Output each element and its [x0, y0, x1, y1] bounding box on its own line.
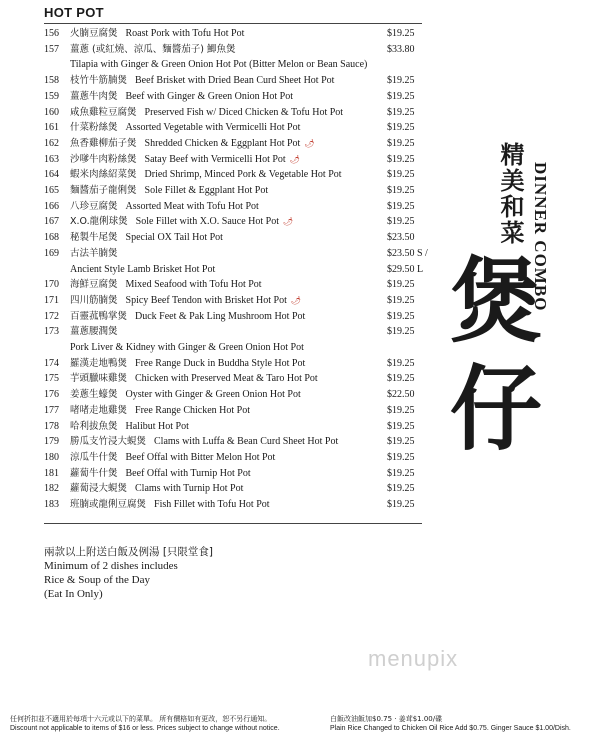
item-price: $19.25 [387, 75, 415, 87]
item-description [70, 42, 388, 73]
item-chinese-name: X.O.龍俐球煲 [70, 216, 128, 228]
chili-pepper-icon: 🌶 [289, 154, 300, 164]
item-price: $19.25 [387, 28, 415, 39]
footer-left-english: Discount not applicable to items of $16 or less. Prices subject to change without notice. [10, 725, 280, 732]
item-description [70, 26, 388, 42]
footer-right-chinese: 白飯改油飯加$0.75 · 姜茸$1.00/碟 [330, 715, 443, 723]
item-description [70, 214, 388, 230]
item-number: 157 [44, 43, 59, 55]
item-price: $19.25 [387, 185, 415, 197]
item-english-name: Free Range Chicken Hot Pot [135, 404, 250, 416]
menu-item-row [44, 105, 444, 121]
menu-items-list [44, 26, 444, 513]
item-chinese-name: 蝦米肉絲紹菜煲 [70, 169, 137, 181]
item-number: 168 [44, 232, 59, 244]
item-chinese-name: 魚香雞柳茄子煲 [70, 137, 137, 149]
item-chinese-name: 蘿蔔牛什煲 [70, 467, 118, 479]
item-description [70, 73, 388, 89]
item-description [70, 183, 388, 199]
item-number: 159 [44, 90, 59, 102]
item-english-name: Satay Beef with Vermicelli Hot Pot [144, 153, 286, 165]
item-english-name: Chicken with Preserved Meat & Taro Hot Pot [135, 373, 318, 385]
item-chinese-name: 薑蔥 (或紅燒、涼瓜、麵醬茄子) 鯽魚煲 [70, 43, 236, 55]
item-price: $19.25 [387, 90, 415, 102]
item-description [70, 481, 388, 497]
item-price: $19.25 [387, 122, 415, 134]
item-price: $22.50 [387, 389, 415, 401]
item-chinese-name: 秘製牛尾煲 [70, 232, 118, 244]
menu-item-row [44, 183, 444, 199]
item-price: $19.25 [387, 357, 415, 369]
item-number: 169 [44, 247, 59, 259]
item-english-name: Duck Feet & Pak Ling Mushroom Hot Pot [135, 310, 306, 322]
claypot-characters [436, 248, 556, 464]
item-description [70, 356, 388, 372]
item-chinese-name: 班腩或龍俐豆腐煲 [70, 499, 147, 511]
dinner-combo-heading: DINNER COMBO [531, 162, 550, 312]
item-english-name: Beef Offal with Turnip Hot Pot [125, 467, 251, 479]
item-description [70, 199, 388, 215]
item-chinese-name: 姜蔥生蠔煲 [70, 389, 118, 401]
item-english-name: Clams with Turnip Hot Pot [135, 483, 244, 495]
item-description [70, 497, 388, 513]
item-number: 176 [44, 389, 59, 401]
item-description [70, 434, 388, 450]
item-number: 175 [44, 373, 59, 385]
item-price: $19.25 [387, 436, 415, 448]
item-price: $19.25 [387, 279, 415, 291]
item-description [70, 167, 388, 183]
item-english-name: Spicy Beef Tendon with Brisket Hot Pot [125, 294, 287, 306]
chili-pepper-icon: 🌶 [290, 295, 301, 305]
item-price: $19.25 [387, 420, 415, 432]
item-chinese-name: 芋頭臘味雞煲 [70, 373, 128, 385]
dinner-combo-chinese: 精美和菜 [496, 142, 524, 246]
menu-item-row [44, 120, 444, 136]
menu-item-row [44, 419, 444, 435]
item-price: $19.25 [387, 106, 415, 118]
item-english-name: Roast Pork with Tofu Hot Pot [125, 28, 245, 39]
menu-item-row [44, 356, 444, 372]
footer-right-english: Plain Rice Changed to Chicken Oil Rice Add $0.75. Ginger Sauce $1.00/Dish. [330, 725, 571, 732]
item-chinese-name: 蘿蔔浸大蜆煲 [70, 483, 128, 495]
item-number: 177 [44, 404, 59, 416]
item-description [70, 293, 388, 309]
claypot-char-1: 煲 [449, 248, 542, 355]
item-english-name: Free Range Duck in Buddha Style Hot Pot [135, 357, 306, 369]
item-price: $19.25 [387, 200, 415, 212]
item-price: $23.50 S / [387, 247, 428, 259]
item-price: $19.25 [387, 294, 415, 306]
menu-item-row [44, 42, 444, 73]
menu-item-row [44, 73, 444, 89]
menu-item-row [44, 89, 444, 105]
item-number: 179 [44, 436, 59, 448]
footer-discount-notice [10, 714, 280, 734]
top-divider [44, 23, 422, 24]
item-number: 183 [44, 499, 59, 511]
item-chinese-name: 沙嗲牛肉粉絲煲 [70, 153, 137, 165]
item-chinese-name: 勝瓜支竹浸大蜆煲 [70, 436, 147, 448]
item-english-name: Sole Fillet & Eggplant Hot Pot [144, 185, 269, 197]
item-number: 162 [44, 137, 59, 149]
note-line-2: Rice & Soup of the Day [44, 574, 151, 586]
item-chinese-name: 咸魚雞粒豆腐煲 [70, 106, 137, 118]
section-title: HOT POT [44, 5, 104, 20]
item-number: 171 [44, 294, 59, 306]
bottom-divider [44, 523, 422, 524]
item-chinese-name: 什菜粉絲煲 [70, 122, 118, 134]
item-english-name: Shredded Chicken & Eggplant Hot Pot [144, 137, 301, 149]
item-description [70, 152, 388, 168]
item-price: $23.50 [387, 232, 415, 244]
item-description [70, 277, 388, 293]
item-english-name: Tilapia with Ginger & Green Onion Hot Pot (Bitter Melon or Bean Sauce) [70, 59, 368, 71]
chili-pepper-icon: 🌶 [304, 138, 315, 148]
item-number: 165 [44, 185, 59, 197]
item-chinese-name: 百靈菰鴨掌煲 [70, 310, 128, 322]
item-chinese-name: 八珍豆腐煲 [70, 200, 118, 212]
item-price: $19.25 [387, 451, 415, 463]
item-chinese-name: 薑蔥腰潤煲 [70, 326, 118, 338]
menu-item-row [44, 199, 444, 215]
item-price: $19.25 [387, 373, 415, 385]
item-price: $19.25 [387, 216, 415, 228]
item-number: 167 [44, 216, 59, 228]
item-chinese-name: 羅漢走地鴨煲 [70, 357, 128, 369]
menu-item-row [44, 230, 444, 246]
item-chinese-name: 古法羊腩煲 [70, 247, 118, 259]
item-chinese-name: 哈利拔魚煲 [70, 420, 118, 432]
item-description [70, 371, 388, 387]
menu-item-row [44, 309, 444, 325]
item-number: 160 [44, 106, 59, 118]
item-number: 156 [44, 28, 59, 39]
chili-pepper-icon: 🌶 [282, 217, 294, 227]
item-description [70, 246, 388, 277]
item-chinese-name: 涼瓜牛什煲 [70, 451, 118, 463]
item-number: 161 [44, 122, 59, 134]
footer-left-chinese: 任何折扣並不適用於每項十六元或以下的菜單。 所有價格如有更改，恕不另行通知。 [10, 715, 272, 723]
item-english-name: Fish Fillet with Tofu Hot Pot [154, 499, 270, 511]
item-number: 181 [44, 467, 59, 479]
item-english-name: Oyster with Ginger & Green Onion Hot Pot [125, 389, 301, 401]
item-number: 172 [44, 310, 59, 322]
menu-item-row [44, 466, 444, 482]
item-price: $19.25 [387, 137, 415, 149]
combo-note [44, 545, 221, 601]
item-english-name: Halibut Hot Pot [125, 420, 189, 432]
item-chinese-name: 火腩豆腐煲 [70, 28, 118, 39]
item-english-name: Preserved Fish w/ Diced Chicken & Tofu Hot Pot [144, 106, 344, 118]
item-english-name: Sole Fillet with X.O. Sauce Hot Pot [135, 216, 279, 228]
item-description [70, 89, 388, 105]
item-description [70, 230, 388, 246]
item-english-name: Assorted Vegetable with Vermicelli Hot Pot [125, 122, 301, 134]
item-chinese-name: 麵醬茄子龍俐煲 [70, 185, 137, 197]
item-description [70, 387, 388, 403]
item-price: $33.80 [387, 43, 415, 55]
item-price: $19.25 [387, 404, 415, 416]
item-description [70, 403, 388, 419]
item-description [70, 466, 388, 482]
item-number: 174 [44, 357, 59, 369]
menu-item-row [44, 497, 444, 513]
item-description [70, 136, 388, 152]
claypot-char-2: 仔 [449, 356, 542, 463]
menu-item-row [44, 214, 444, 230]
item-description [70, 309, 388, 325]
note-line-1: Minimum of 2 dishes includes [44, 560, 178, 572]
item-chinese-name: 四川筋腩煲 [70, 294, 118, 306]
note-line-3: (Eat In Only) [44, 588, 103, 600]
menu-item-row [44, 26, 444, 42]
menupix-watermark: menupix [368, 646, 459, 671]
menu-item-row [44, 450, 444, 466]
item-description [70, 450, 388, 466]
item-english-name: Clams with Luffa & Bean Curd Sheet Hot Pot [154, 436, 339, 448]
item-description [70, 120, 388, 136]
item-english-name: Special OX Tail Hot Pot [125, 232, 223, 244]
menu-item-row [44, 246, 444, 277]
item-english-name: Mixed Seafood with Tofu Hot Pot [125, 279, 262, 291]
item-english-name: Dried Shrimp, Minced Pork & Vegetable Hot Pot [144, 169, 342, 181]
item-english-name: Beef with Ginger & Green Onion Hot Pot [125, 90, 293, 102]
menu-item-row [44, 167, 444, 183]
menu-item-row [44, 152, 444, 168]
item-number: 182 [44, 483, 59, 495]
item-english-name: Pork Liver & Kidney with Ginger & Green Onion Hot Pot [70, 342, 304, 354]
item-description [70, 419, 388, 435]
item-price: $19.25 [387, 153, 415, 165]
item-price: $19.25 [387, 499, 415, 511]
item-description [70, 324, 388, 355]
item-english-name: Beef Brisket with Dried Bean Curd Sheet Hot Pot [135, 75, 335, 87]
item-price: $19.25 [387, 326, 415, 338]
item-number: 164 [44, 169, 59, 181]
item-english-name: Ancient Style Lamb Brisket Hot Pot [70, 263, 216, 275]
item-number: 163 [44, 153, 59, 165]
menu-item-row [44, 293, 444, 309]
item-chinese-name: 海鮮豆腐煲 [70, 279, 118, 291]
item-number: 178 [44, 420, 59, 432]
menu-item-row [44, 371, 444, 387]
menu-item-row [44, 403, 444, 419]
item-description [70, 105, 388, 121]
item-chinese-name: 啫啫走地雞煲 [70, 404, 128, 416]
item-english-name: Assorted Meat with Tofu Hot Pot [125, 200, 259, 212]
item-number: 158 [44, 75, 59, 87]
footer-rice-notice [330, 714, 571, 734]
item-number: 166 [44, 200, 59, 212]
item-chinese-name: 枝竹牛筋腩煲 [70, 75, 128, 87]
item-price-large: $29.50 L [387, 263, 424, 275]
item-number: 173 [44, 326, 59, 338]
item-number: 170 [44, 279, 59, 291]
item-number: 180 [44, 451, 59, 463]
menu-item-row [44, 277, 444, 293]
menu-item-row [44, 434, 444, 450]
item-price: $19.25 [387, 467, 415, 479]
item-price: $19.25 [387, 169, 415, 181]
item-chinese-name: 薑蔥牛肉煲 [70, 90, 118, 102]
item-price: $19.25 [387, 483, 415, 495]
item-english-name: Beef Offal with Bitter Melon Hot Pot [125, 451, 276, 463]
item-price: $19.25 [387, 310, 415, 322]
menu-item-row [44, 481, 444, 497]
menu-item-row [44, 136, 444, 152]
menu-item-row [44, 324, 444, 355]
note-chinese: 兩款以上附送白飯及例湯 [只限堂食] [44, 546, 214, 558]
menu-item-row [44, 387, 444, 403]
